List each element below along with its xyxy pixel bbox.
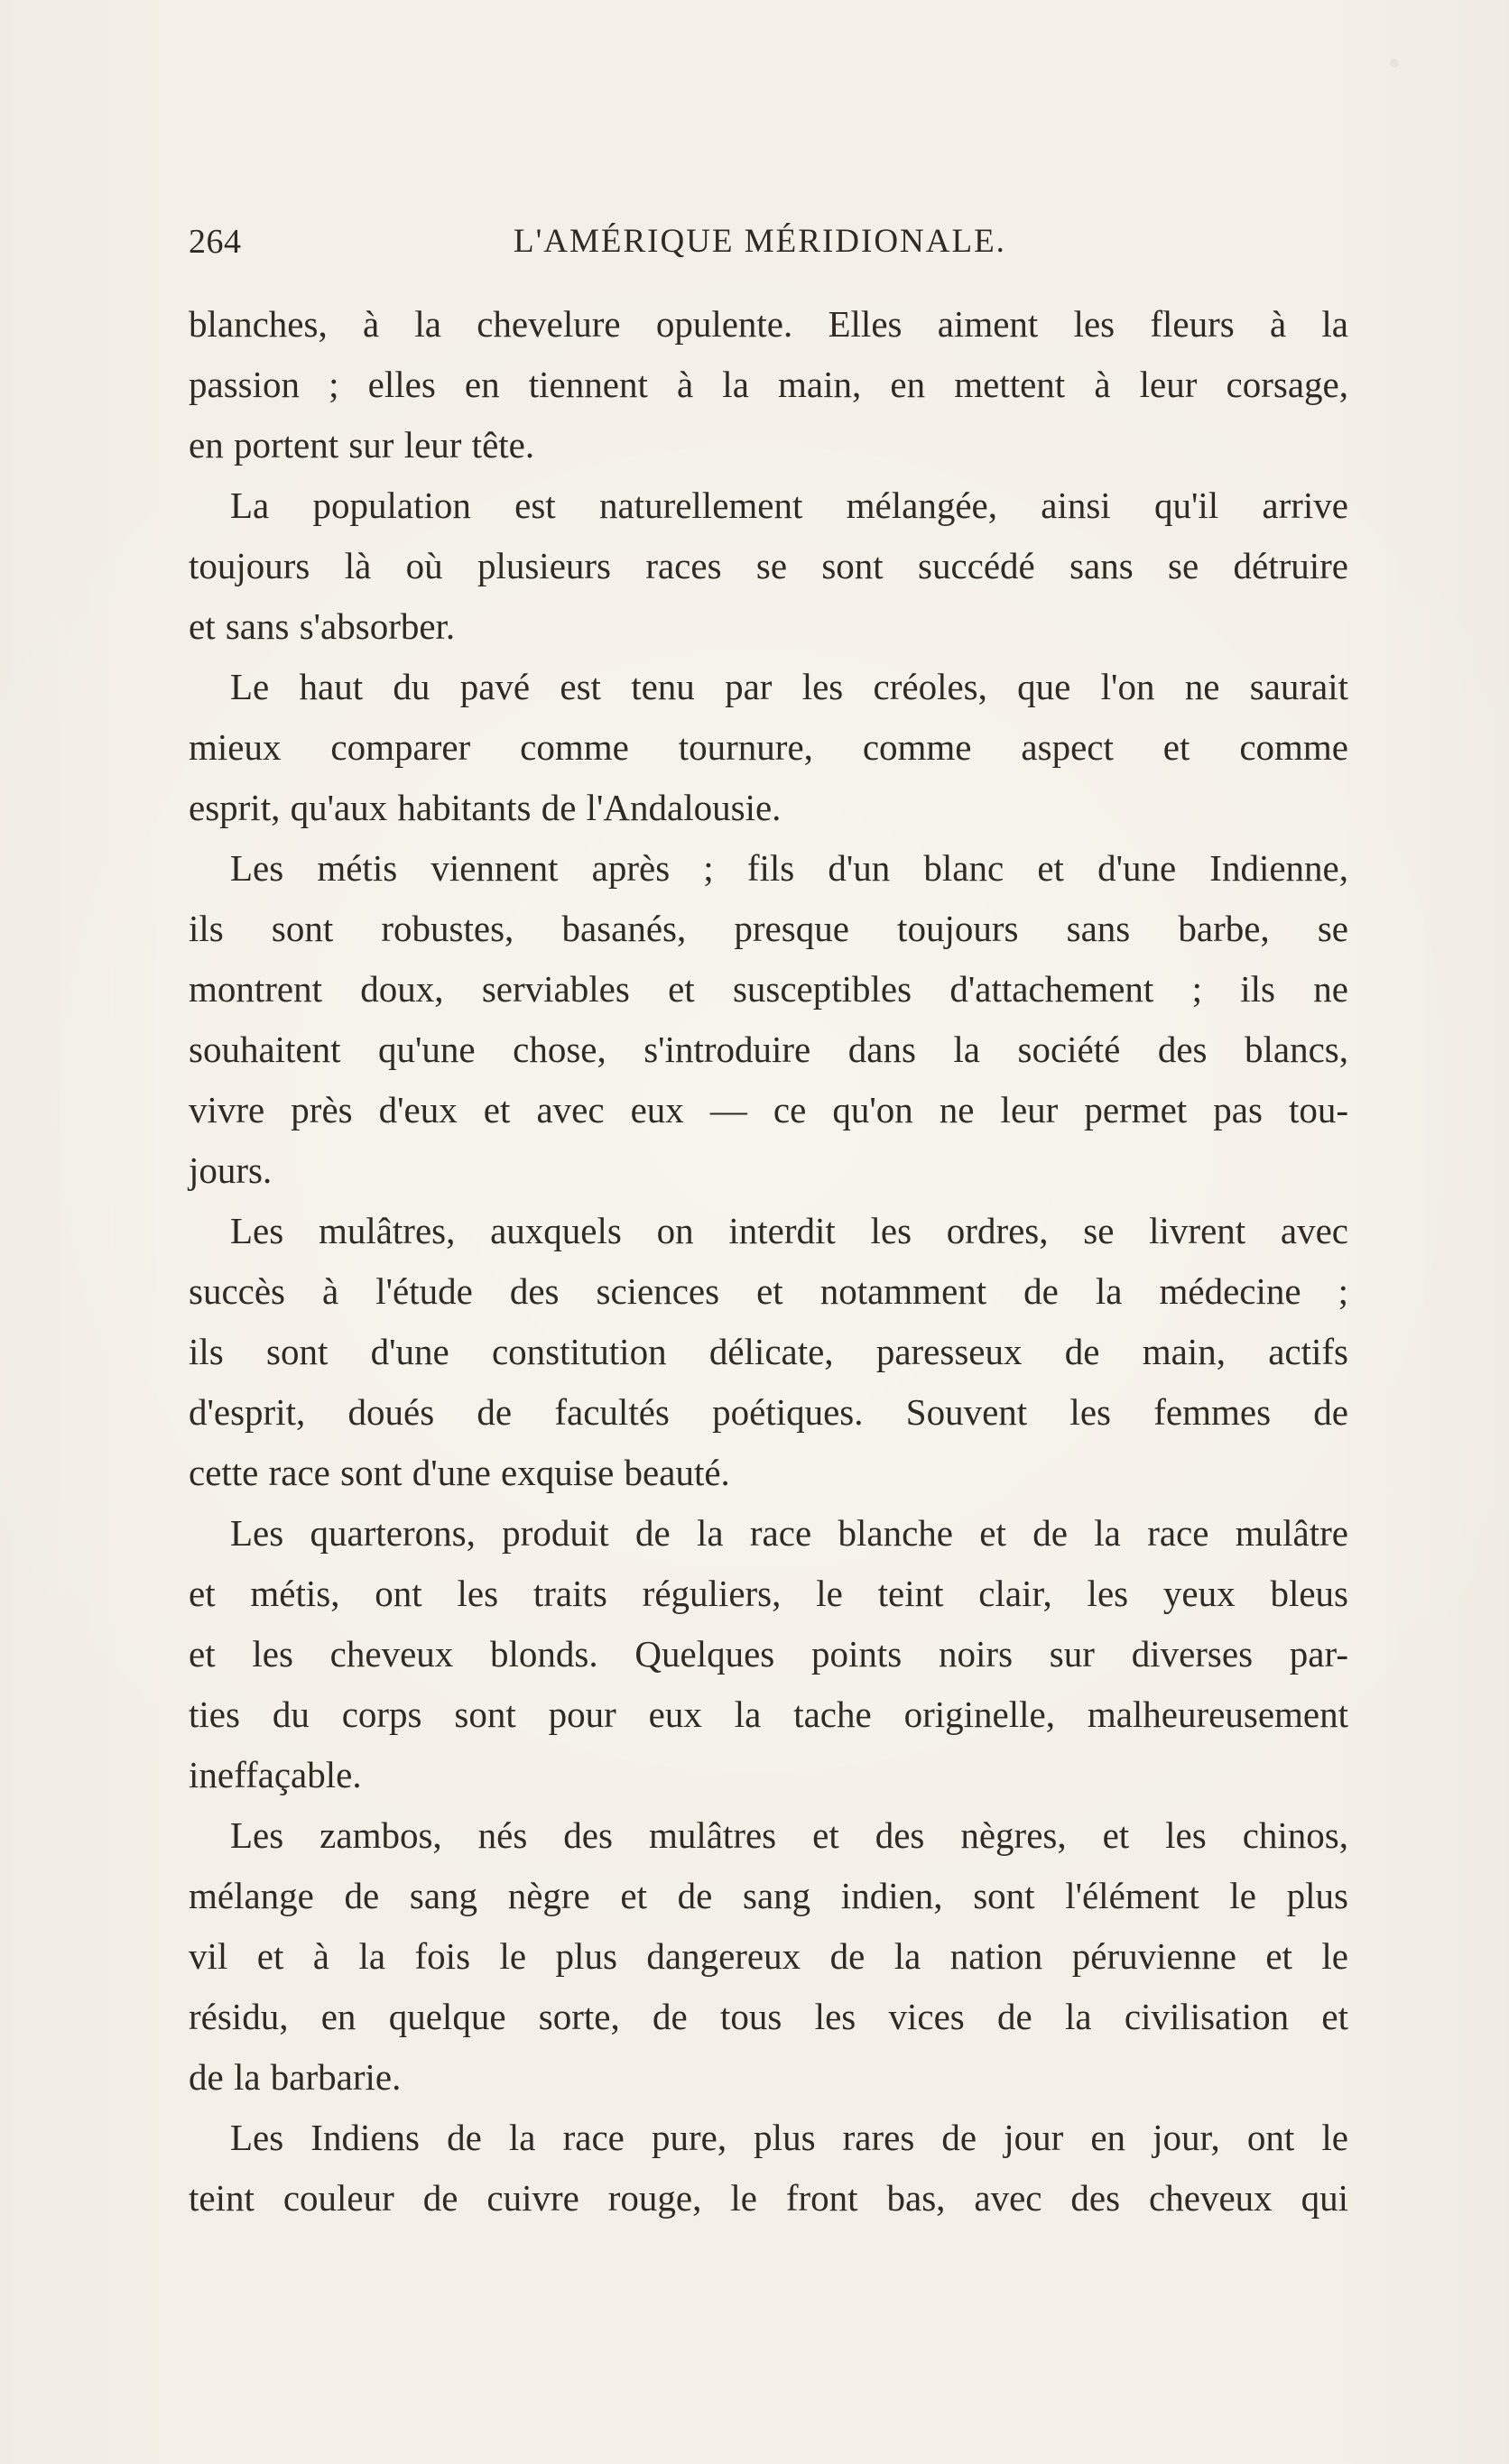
text-line: Les métis viennent après ; fils d'un blanc et d'une Indienne, [230, 847, 1348, 889]
paper-mark [1390, 59, 1399, 68]
text-line: Les quarterons, produit de la race blanche et de la race mulâtre [230, 1512, 1348, 1554]
text-line: vivre près d'eux et avec eux — ce qu'on ne leur permet pas tou- [189, 1089, 1348, 1130]
text-line: ils sont d'une constitution délicate, paresseux de main, actifs [189, 1331, 1348, 1372]
text-line: et métis, ont les traits réguliers, le teint clair, les yeux bleus [189, 1573, 1348, 1614]
text-line: de la barbarie. [189, 2056, 402, 2098]
page-number: 264 [189, 223, 242, 261]
text-line: vil et à la fois le plus dangereux de la nation péruvienne et le [189, 1935, 1348, 1977]
text-line: succès à l'étude des sciences et notamment de la médecine ; [189, 1270, 1348, 1312]
text-line: passion ; elles en tiennent à la main, en mettent à leur corsage, [189, 364, 1348, 405]
running-head [189, 222, 1348, 262]
text-line: ineffaçable. [189, 1754, 362, 1795]
text-line: montrent doux, serviables et susceptibles d'attachement ; ils ne [189, 968, 1348, 1010]
text-line: Les Indiens de la race pure, plus rares de jour en jour, ont le [230, 2117, 1348, 2158]
text-line: ties du corps sont pour eux la tache originelle, malheureusement [189, 1693, 1348, 1735]
text-line: résidu, en quelque sorte, de tous les vices de la civilisation et [189, 1996, 1348, 2037]
text-line: d'esprit, doués de facultés poétiques. Souvent les femmes de [189, 1391, 1348, 1433]
text-line: mieux comparer comme tournure, comme aspect et comme [189, 726, 1348, 768]
text-line: et les cheveux blonds. Quelques points noirs sur diverses par- [189, 1633, 1348, 1675]
running-title: L'AMÉRIQUE MÉRIDIONALE. [514, 223, 1006, 260]
text-line: et sans s'absorber. [189, 605, 456, 647]
text-line: La population est naturellement mélangée, ainsi qu'il arrive [230, 484, 1348, 526]
text-line: teint couleur de cuivre rouge, le front bas, avec des cheveux qui [189, 2177, 1348, 2219]
text-line: toujours là où plusieurs races se sont succédé sans se détruire [189, 545, 1348, 586]
text-line: Les zambos, nés des mulâtres et des nègres, et les chinos, [230, 1814, 1348, 1856]
text-line: mélange de sang nègre et de sang indien, sont l'élément le plus [189, 1875, 1348, 1916]
text-line: jours. [189, 1149, 273, 1191]
text-line: Les mulâtres, auxquels on interdit les ordres, se livrent avec [230, 1210, 1348, 1251]
text-line: blanches, à la chevelure opulente. Elles aiment les fleurs à la [189, 303, 1348, 345]
text-line: souhaitent qu'une chose, s'introduire dans la société des blancs, [189, 1029, 1348, 1070]
text-line: esprit, qu'aux habitants de l'Andalousie. [189, 787, 782, 828]
text-line: ils sont robustes, basanés, presque toujours sans barbe, se [189, 908, 1348, 949]
text-line: cette race sont d'une exquise beauté. [189, 1452, 730, 1493]
body-text [189, 294, 1348, 2229]
text-line: en portent sur leur tête. [189, 424, 535, 466]
text-line: Le haut du pavé est tenu par les créoles, que l'on ne saurait [230, 666, 1348, 707]
